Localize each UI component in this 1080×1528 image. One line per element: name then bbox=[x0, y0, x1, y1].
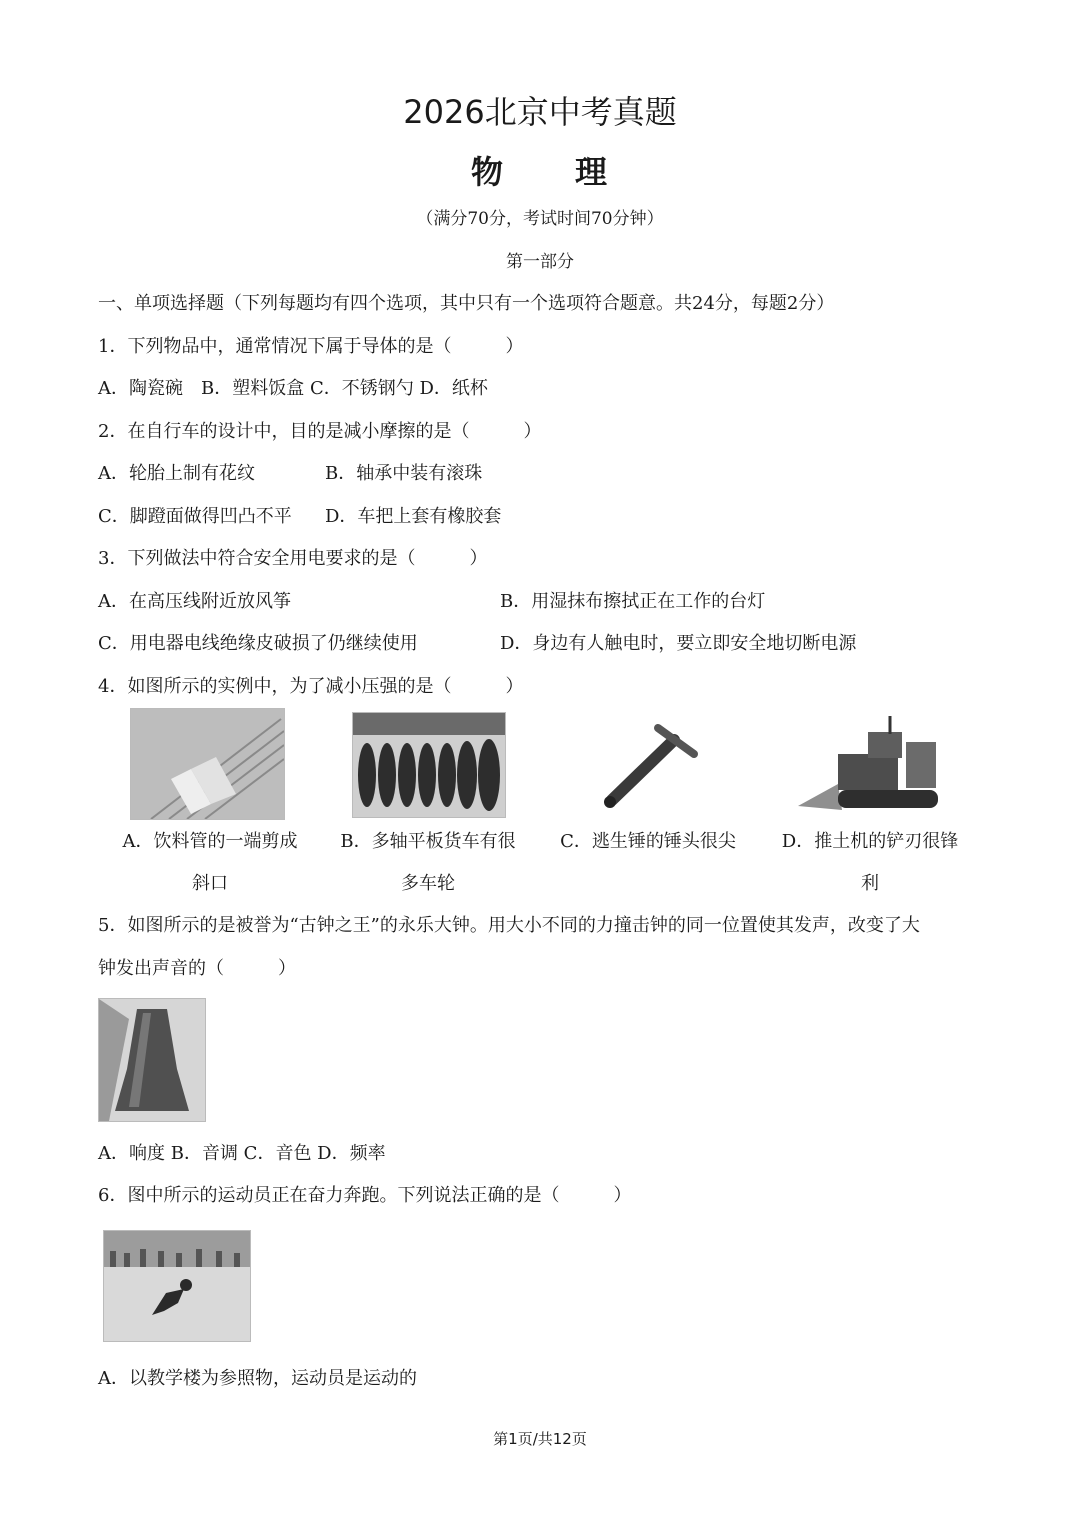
page-number: 第1页/共12页 bbox=[493, 1430, 587, 1448]
part-heading: 第一部分 bbox=[506, 252, 574, 272]
question-2-option-a: A．轮胎上制有花纹 bbox=[98, 463, 255, 484]
question-3-option-a: A．在高压线附近放风筝 bbox=[98, 591, 291, 612]
section-heading: 一、单项选择题（下列每题均有四个选项，其中只有一个选项符合题意。共24分，每题2分） bbox=[98, 293, 835, 314]
question-4-stem: 4．如图所示的实例中，为了减小压强的是（ ） bbox=[98, 676, 524, 697]
question-4-option-c-line1: C．逃生锤的锤头很尖 bbox=[560, 831, 736, 852]
question-5-options: A．响度 B．音调 C．音色 D．频率 bbox=[98, 1143, 386, 1164]
straw-image bbox=[130, 708, 285, 820]
exam-title: 2026北京中考真题 bbox=[403, 93, 677, 131]
question-5-stem-line2: 钟发出声音的（ ） bbox=[98, 958, 296, 979]
question-3-option-c: C．用电器电线绝缘皮破损了仍继续使用 bbox=[98, 633, 418, 654]
question-6-stem: 6．图中所示的运动员正在奋力奔跑。下列说法正确的是（ ） bbox=[98, 1185, 632, 1206]
question-2-option-d: D．车把上套有橡胶套 bbox=[325, 506, 502, 527]
subject-char-1: 物 bbox=[470, 153, 505, 191]
question-4-option-a-line2: 斜口 bbox=[192, 873, 228, 894]
question-2-stem: 2．在自行车的设计中，目的是减小摩擦的是（ ） bbox=[98, 421, 542, 442]
question-5-stem-line1: 5．如图所示的是被誉为“古钟之王”的永乐大钟。用大小不同的力撞击钟的同一位置使其发声，改变了大 bbox=[98, 915, 920, 936]
question-3-stem: 3．下列做法中符合安全用电要求的是（ ） bbox=[98, 548, 488, 569]
question-1-stem: 1．下列物品中，通常情况下属于导体的是（ ） bbox=[98, 336, 524, 357]
question-1-options: A．陶瓷碗 B．塑料饭盒 C．不锈钢勺 D．纸杯 bbox=[98, 378, 488, 399]
question-3-option-b: B．用湿抹布擦拭正在工作的台灯 bbox=[500, 591, 766, 612]
question-4-option-b-line1: B．多轴平板货车有很 bbox=[340, 831, 516, 852]
exam-note: （满分70分，考试时间70分钟） bbox=[416, 209, 664, 229]
question-3-option-d: D．身边有人触电时，要立即安全地切断电源 bbox=[500, 633, 857, 654]
question-6-option-a: A．以教学楼为参照物，运动员是运动的 bbox=[98, 1368, 417, 1389]
subject-char-2: 理 bbox=[575, 153, 610, 191]
question-4-option-b-line2: 多车轮 bbox=[401, 873, 455, 894]
runner-image bbox=[103, 1230, 251, 1342]
question-4-option-a-line1: A．饮料管的一端剪成 bbox=[122, 831, 298, 852]
bell-image bbox=[98, 998, 206, 1122]
truck-wheels-image bbox=[352, 712, 506, 818]
question-2-option-b: B．轴承中装有滚珠 bbox=[325, 463, 483, 484]
bulldozer-image bbox=[798, 714, 948, 814]
question-4-option-d-line2: 利 bbox=[861, 873, 879, 894]
question-4-option-d-line1: D．推土机的铲刃很锋 bbox=[781, 831, 959, 852]
subject-title bbox=[0, 150, 1080, 194]
escape-hammer-image bbox=[594, 718, 704, 813]
question-2-option-c: C．脚蹬面做得凹凸不平 bbox=[98, 506, 292, 527]
